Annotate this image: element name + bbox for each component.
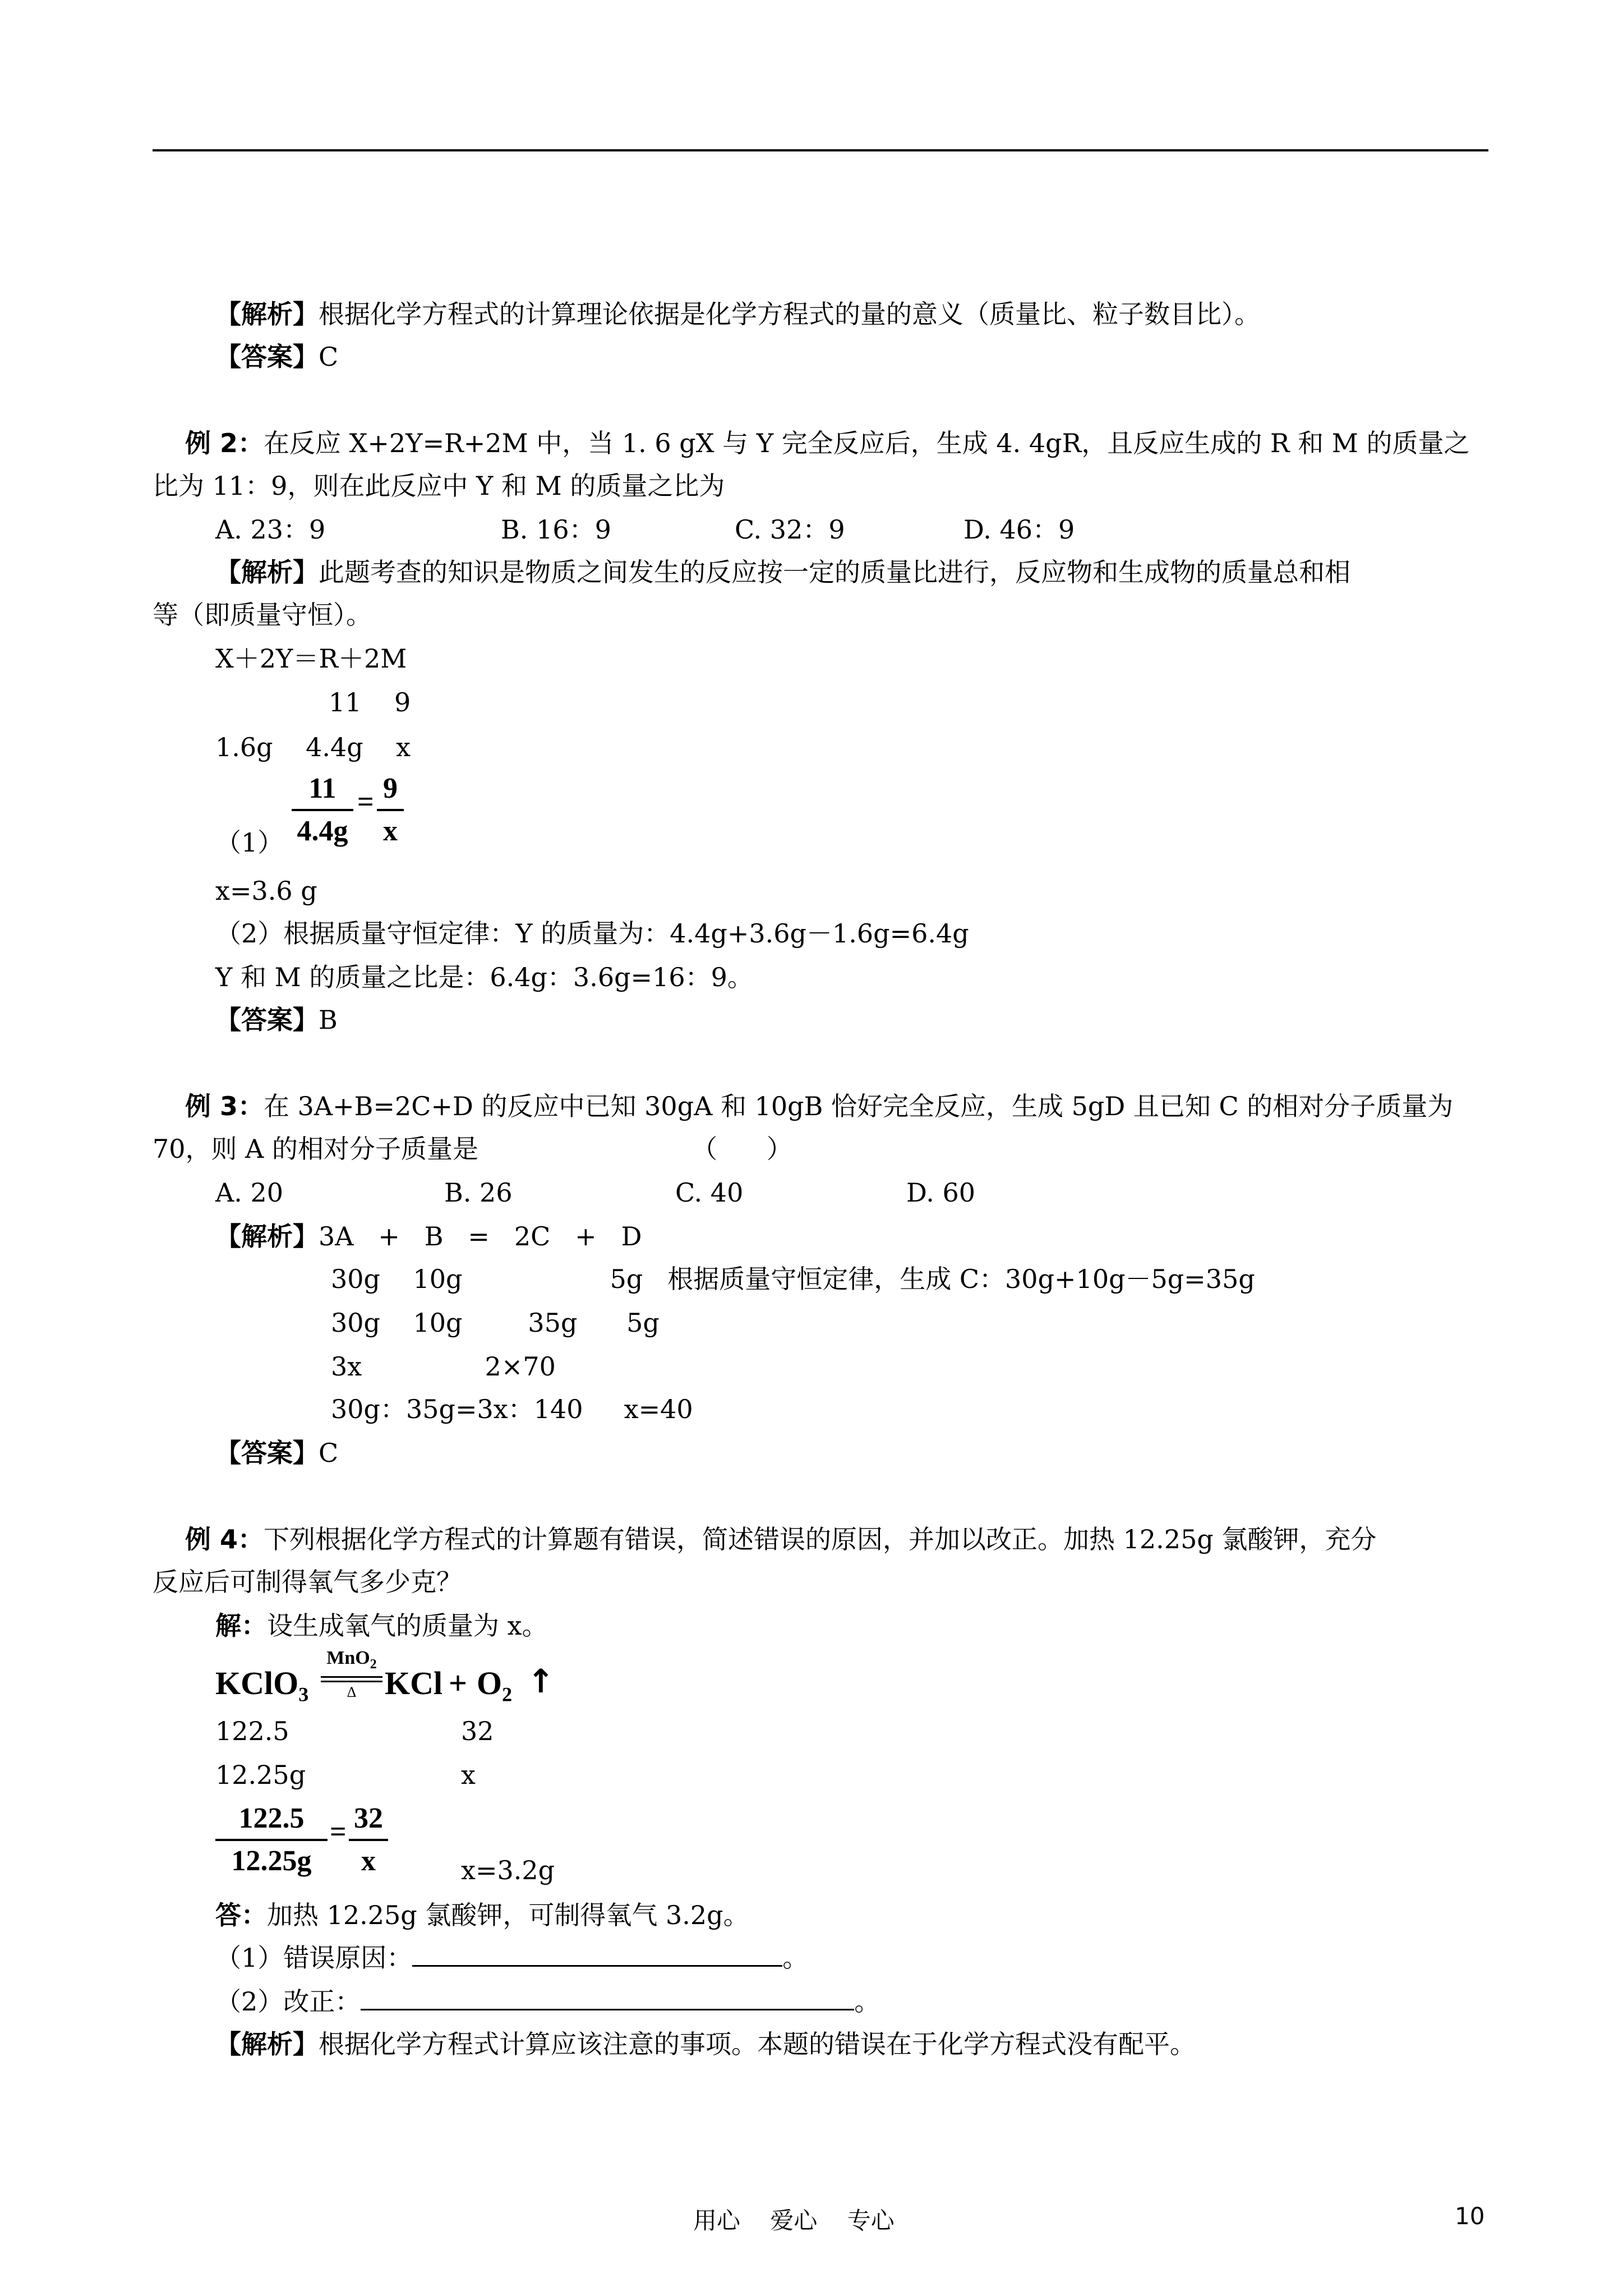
answer-value: C bbox=[319, 342, 339, 372]
ex4-analysis-label: 【解析】 bbox=[215, 2029, 319, 2059]
ex2-step1-label: （1） bbox=[215, 827, 284, 858]
ex4-q1-line bbox=[215, 1941, 808, 1975]
ex4-q2-period: 。 bbox=[854, 1986, 880, 2017]
ex4-product2-formula: O bbox=[477, 1665, 502, 1701]
answer-line bbox=[215, 340, 338, 374]
ex4-catalyst bbox=[321, 1647, 382, 1676]
ex2-fraction-right bbox=[377, 772, 404, 848]
ex2-answer-line bbox=[215, 1003, 338, 1037]
ex3-stem-line1 bbox=[185, 1089, 1453, 1123]
ex2-frac-den-left: 4.4g bbox=[297, 815, 348, 847]
ex4-q2-label: （2）改正： bbox=[215, 1986, 361, 2017]
ex2-ratio-row: 11 9 bbox=[329, 687, 411, 717]
ex4-catalyst-sub: 2 bbox=[370, 1657, 377, 1672]
ex4-frac-bar-right bbox=[349, 1839, 388, 1841]
ex3-stem1: 在 3A+B=2C+D 的反应中已知 30gA 和 10gB 恰好完全反应，生成 5gD 且已知 C 的相对分子质量为 bbox=[264, 1091, 1454, 1121]
ex4-fraction-right bbox=[349, 1802, 388, 1878]
ex2-conclusion: Y 和 M 的质量之比是：6.4g：3.6g=16：9。 bbox=[215, 962, 753, 992]
ex4-reactant bbox=[215, 1664, 308, 1714]
ex4-stem-line2: 反应后可制得氧气多少克？ bbox=[153, 1567, 462, 1597]
ex2-option-c: C. 32：9 bbox=[735, 514, 845, 545]
ex2-analysis-line1 bbox=[215, 555, 1350, 589]
ex4-stem1: 下列根据化学方程式的计算题有错误，简述错误的原因，并加以改正。加热 12.25g 氯酸钾，充分 bbox=[264, 1524, 1377, 1554]
ex4-reactant-sub: 3 bbox=[298, 1683, 309, 1706]
ex4-product1: KCl bbox=[385, 1665, 443, 1701]
ex4-m-left: 12.25g bbox=[215, 1760, 306, 1790]
ex3-stem-line2: 70，则 A 的相对分子质量是 （ ） bbox=[153, 1134, 792, 1164]
ex4-plus: + bbox=[449, 1665, 468, 1701]
ex4-q2-line bbox=[215, 1985, 880, 2018]
ex4-q1-period: 。 bbox=[782, 1943, 809, 1973]
ex2-option-a: A. 23：9 bbox=[215, 514, 326, 545]
ex4-answer-line bbox=[215, 1898, 749, 1932]
ex4-m-right: x bbox=[461, 1760, 476, 1790]
ex4-catalyst-formula: MnO bbox=[326, 1648, 370, 1668]
ex2-stem1: 在反应 X+2Y=R+2M 中，当 1. 6 gX 与 Y 完全反应后，生成 4. 4gR，且反应生成的 R 和 M 的质量之 bbox=[264, 428, 1470, 458]
analysis-label: 【解析】 bbox=[215, 299, 319, 329]
page-number: 10 bbox=[1455, 2202, 1485, 2230]
ex2-frac-bar-right bbox=[377, 809, 404, 811]
ex4-label: 例 4： bbox=[185, 1524, 264, 1554]
ex4-mr-left: 122.5 bbox=[215, 1716, 289, 1746]
analysis-text: 根据化学方程式的计算理论依据是化学方程式的量的意义（质量比、粒子数目比）。 bbox=[319, 299, 1260, 329]
ex2-analysis-label: 【解析】 bbox=[215, 557, 319, 587]
ex3-answer-line bbox=[215, 1436, 338, 1470]
ex3-label: 例 3： bbox=[185, 1091, 264, 1121]
ex3-line1: 3A + B = 2C + D bbox=[319, 1221, 642, 1251]
ex4-reactant-formula: KClO bbox=[215, 1665, 299, 1701]
ex4-ans-text: 加热 12.25g 氯酸钾，可制得氧气 3.2g。 bbox=[267, 1900, 749, 1930]
ex4-mr-right: 32 bbox=[461, 1716, 494, 1746]
ex3-analysis-line1 bbox=[215, 1220, 642, 1253]
ex2-analysis-line2: 等（即质量守恒）。 bbox=[153, 600, 372, 630]
ex3-option-b: B. 26 bbox=[444, 1177, 513, 1208]
ex2-frac-num-left: 11 bbox=[308, 772, 336, 804]
ex4-q1-label: （1）错误原因： bbox=[215, 1943, 413, 1973]
ex4-x-result: x=3.2g bbox=[461, 1855, 555, 1885]
ex2-x-result: x=3.6 g bbox=[215, 876, 317, 906]
ex4-frac-den-left: 12.25g bbox=[231, 1845, 312, 1877]
ex2-frac-equals: = bbox=[357, 786, 374, 818]
ex2-answer-label: 【答案】 bbox=[215, 1005, 319, 1035]
ex2-step2: （2）根据质量守恒定律：Y 的质量为：4.4g+3.6g－1.6g=6.4g bbox=[215, 918, 969, 949]
ex2-stem-line1 bbox=[185, 426, 1469, 460]
ex4-heat-symbol: Δ bbox=[347, 1684, 357, 1700]
ex3-answer-value: C bbox=[319, 1438, 339, 1468]
ex3-line3: 30g 10g 35g 5g bbox=[331, 1308, 660, 1338]
ex4-sol-label: 解： bbox=[215, 1611, 267, 1641]
ex2-frac-num-right: 9 bbox=[383, 772, 398, 804]
ex4-frac-bar-left bbox=[215, 1839, 328, 1841]
ex3-option-a: A. 20 bbox=[215, 1177, 283, 1208]
ex3-answer-label: 【答案】 bbox=[215, 1438, 319, 1468]
ex4-analysis-text: 根据化学方程式计算应该注意的事项。本题的错误在于化学方程式没有配平。 bbox=[319, 2029, 1196, 2059]
ex4-ans-label: 答： bbox=[215, 1900, 267, 1930]
analysis-line bbox=[215, 297, 1260, 331]
ex4-stem-line1 bbox=[185, 1522, 1376, 1556]
ex3-analysis-label: 【解析】 bbox=[215, 1221, 319, 1251]
ex2-stem-line2: 比为 11：9，则在此反应中 Y 和 M 的质量之比为 bbox=[153, 471, 725, 501]
ex2-option-d: D. 46：9 bbox=[963, 514, 1075, 545]
ex2-frac-bar-left bbox=[292, 809, 353, 811]
ex4-analysis-line bbox=[215, 2027, 1196, 2061]
ex2-mass-row: 1.6g 4.4g x bbox=[215, 732, 411, 762]
ex3-line2: 30g 10g 5g 根据质量守恒定律，生成 C：30g+10g－5g=35g bbox=[331, 1264, 1255, 1294]
answer-label: 【答案】 bbox=[215, 342, 319, 372]
footer-motto: 用心 爱心 专心 bbox=[693, 2207, 895, 2234]
ex3-line5: 30g：35g=3x：140 x=40 bbox=[331, 1394, 693, 1424]
ex4-gas-arrow: ↑ bbox=[527, 1662, 555, 1700]
ex4-frac-equals: = bbox=[330, 1816, 347, 1848]
ex2-frac-den-right: x bbox=[383, 815, 398, 847]
ex3-line4: 3x 2×70 bbox=[331, 1351, 556, 1382]
ex3-option-c: C. 40 bbox=[675, 1177, 744, 1208]
ex2-option-b: B. 16：9 bbox=[501, 514, 611, 545]
ex4-reaction-line-bottom bbox=[321, 1681, 382, 1682]
ex4-product2-sub: 2 bbox=[502, 1683, 513, 1706]
ex2-answer-value: B bbox=[319, 1005, 338, 1035]
ex4-frac-den-right: x bbox=[361, 1845, 376, 1877]
ex4-frac-num-right: 32 bbox=[354, 1802, 383, 1834]
header-rule bbox=[153, 149, 1488, 151]
ex4-fraction-left bbox=[215, 1802, 328, 1878]
ex4-solution-line bbox=[215, 1609, 548, 1642]
ex2-analysis1: 此题考查的知识是物质之间发生的反应按一定的质量比进行，反应物和生成物的质量总和相 bbox=[319, 557, 1350, 587]
ex4-product2 bbox=[477, 1664, 512, 1714]
ex4-sol-text: 设生成氧气的质量为 x。 bbox=[267, 1611, 548, 1641]
ex2-equation: X＋2Y＝R＋2M bbox=[215, 643, 407, 674]
ex4-q1-blank[interactable] bbox=[412, 1941, 782, 1967]
ex3-option-d: D. 60 bbox=[906, 1177, 976, 1208]
ex2-label: 例 2： bbox=[185, 428, 264, 458]
ex2-fraction-left bbox=[292, 772, 353, 848]
ex4-frac-num-left: 122.5 bbox=[238, 1802, 305, 1834]
ex4-q2-blank[interactable] bbox=[361, 1985, 854, 2010]
ex4-reaction-line-top bbox=[321, 1676, 382, 1678]
